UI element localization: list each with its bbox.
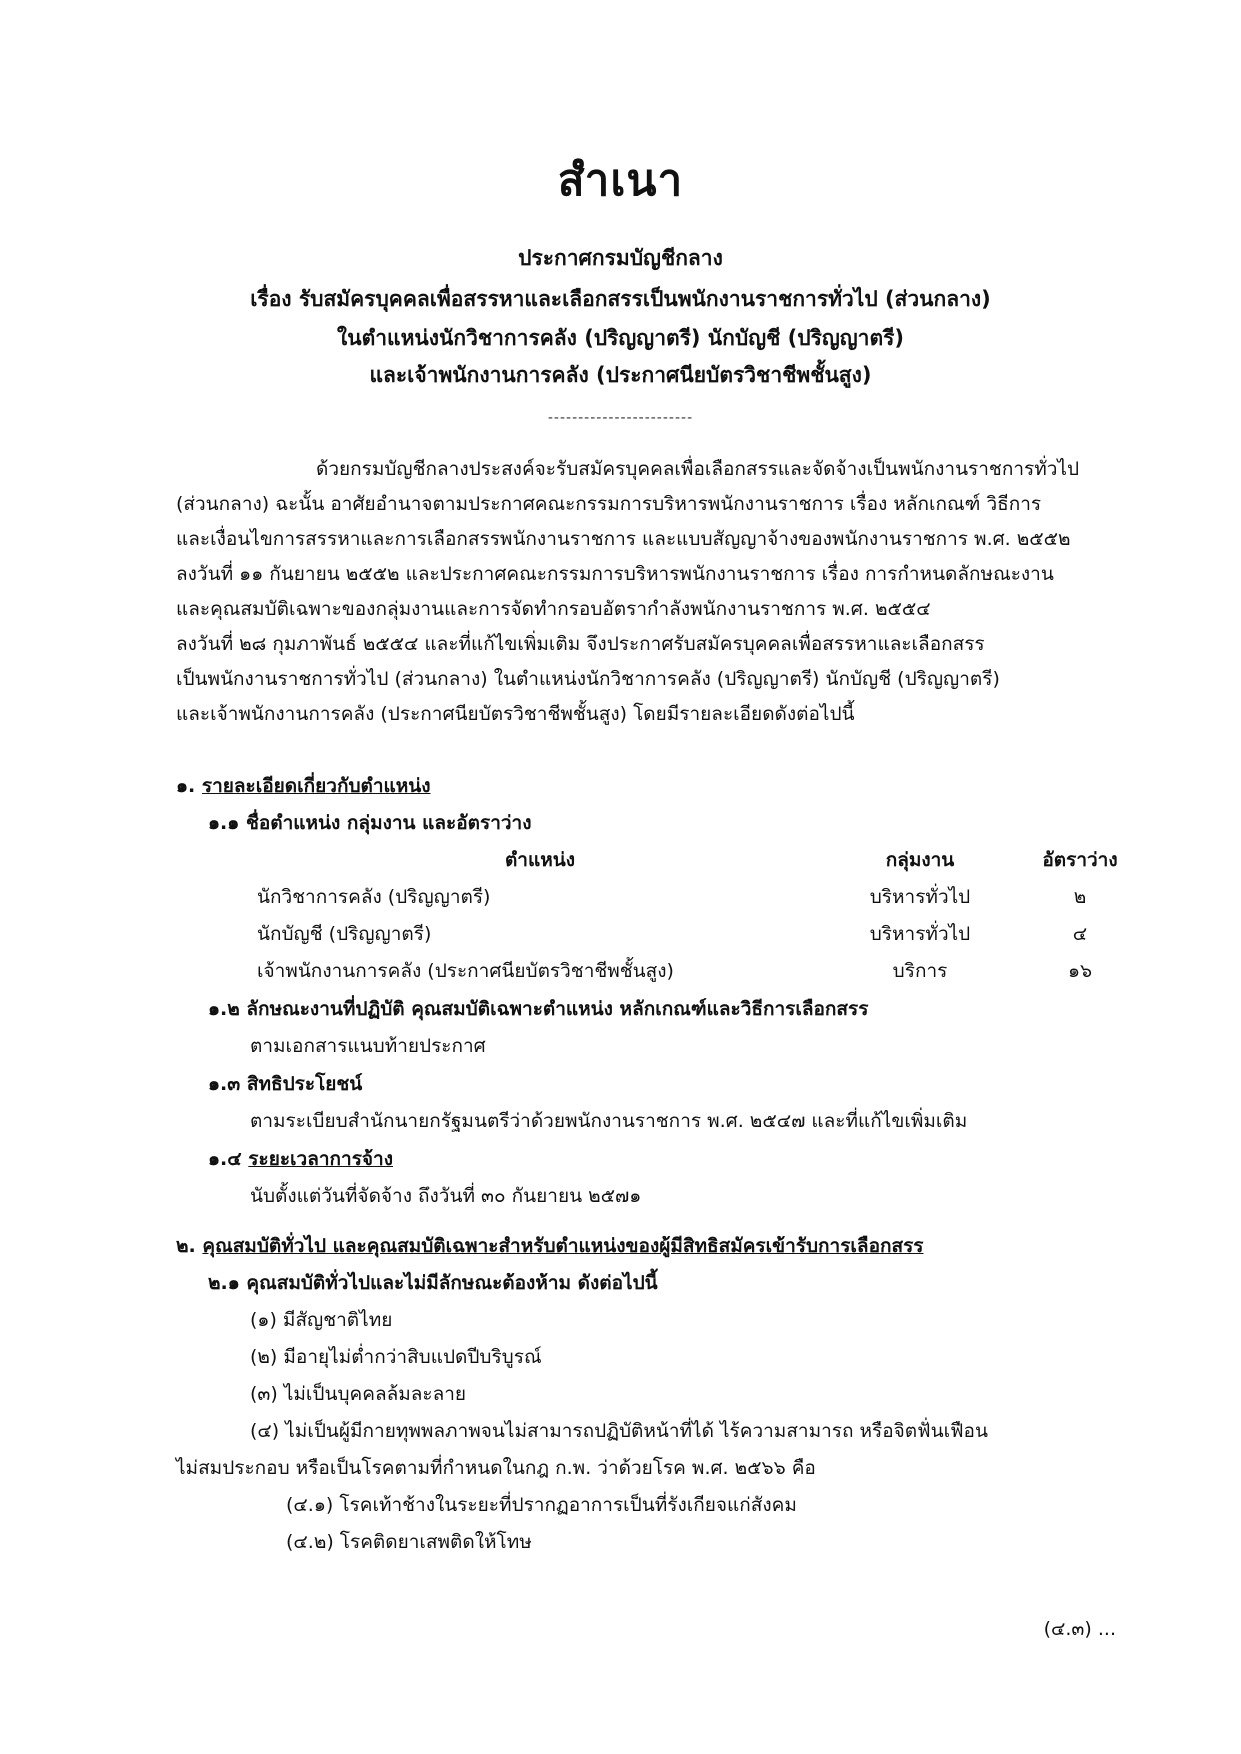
table-cell-position: นักวิชาการคลัง (ปริญญาตรี): [257, 886, 491, 908]
table-header-group: กลุ่มงาน: [885, 849, 955, 871]
table-cell-vacancies: ๑๖: [1067, 960, 1093, 982]
qualification-item: (๓) ไม่เป็นบุคคลล้มละลาย: [250, 1383, 467, 1405]
section2-title: คุณสมบัติทั่วไป และคุณสมบัติเฉพาะสำหรับตำแหน่งของผู้มีสิทธิสมัครเข้ารับการเลือกสรร: [202, 1235, 924, 1257]
qualification-item: (๑) มีสัญชาติไทย: [250, 1309, 393, 1331]
table-header-vacancies: อัตราว่าง: [1042, 849, 1118, 871]
section1-2-title: ๑.๒ ลักษณะงานที่ปฏิบัติ คุณสมบัติเฉพาะตำแหน่ง หลักเกณฑ์และวิธีการเลือกสรร: [208, 998, 869, 1020]
announcement-subject-line1: เรื่อง รับสมัครบุคคลเพื่อสรรหาและเลือกสรรเป็นพนักงานราชการทั่วไป (ส่วนกลาง): [250, 287, 991, 311]
section1-4-text: นับตั้งแต่วันที่จัดจ้าง ถึงวันที่ ๓๐ กันยายน ๒๕๗๑: [250, 1185, 642, 1207]
copy-stamp-title: สำเนา: [557, 155, 684, 206]
header-divider: ------------------------: [547, 410, 694, 426]
section2-heading: [176, 1231, 923, 1261]
section2-number: ๒.: [176, 1235, 196, 1257]
qualification-item: (๒) มีอายุไม่ต่ำกว่าสิบแปดปีบริบูรณ์: [250, 1346, 542, 1368]
table-cell-group: บริการ: [892, 960, 948, 982]
announcement-issuer: ประกาศกรมบัญชีกลาง: [518, 246, 723, 270]
intro-line: และคุณสมบัติเฉพาะของกลุ่มงานและการจัดทำกรอบอัตรากำลังพนักงานราชการ พ.ศ. ๒๕๕๔: [176, 598, 931, 620]
section1-3-title: ๑.๓ สิทธิประโยชน์: [208, 1073, 363, 1095]
intro-paragraph: [176, 452, 1116, 732]
section1-3-text: ตามระเบียบสำนักนายกรัฐมนตรีว่าด้วยพนักงานราชการ พ.ศ. ๒๕๔๗ และที่แก้ไขเพิ่มเติม: [250, 1110, 968, 1132]
intro-line: และเจ้าพนักงานการคลัง (ประกาศนียบัตรวิชาชีพชั้นสูง) โดยมีรายละเอียดดังต่อไปนี้: [176, 703, 855, 725]
table-cell-vacancies: ๔: [1072, 923, 1088, 945]
announcement-subject-line3: และเจ้าพนักงานการคลัง (ประกาศนียบัตรวิชาชีพชั้นสูง): [369, 363, 872, 387]
table-header-position: ตำแหน่ง: [504, 849, 576, 871]
announcement-subject-line2: ในตำแหน่งนักวิชาการคลัง (ปริญญาตรี) นักบัญชี (ปริญญาตรี): [337, 326, 904, 350]
section1-heading: [176, 771, 431, 801]
section1-2-text: ตามเอกสารแนบท้ายประกาศ: [250, 1035, 486, 1057]
qualification-item-4-line2: ไม่สมประกอบ หรือเป็นโรคตามที่กำหนดในกฎ ก.พ. ว่าด้วยโรค พ.ศ. ๒๕๖๖ คือ: [176, 1457, 816, 1479]
section1-4-heading: [208, 1144, 393, 1174]
section1-4-number: ๑.๔: [208, 1148, 242, 1170]
table-cell-vacancies: ๒: [1073, 886, 1087, 908]
section1-title: รายละเอียดเกี่ยวกับตำแหน่ง: [201, 775, 431, 797]
table-cell-group: บริหารทั่วไป: [869, 886, 971, 908]
section2-1-title: ๒.๑ คุณสมบัติทั่วไปและไม่มีลักษณะต้องห้าม ดังต่อไปนี้: [208, 1272, 658, 1294]
table-cell-group: บริหารทั่วไป: [869, 923, 971, 945]
table-cell-position: นักบัญชี (ปริญญาตรี): [257, 923, 432, 945]
qualification-subitem: (๔.๒) โรคติดยาเสพติดให้โทษ: [286, 1531, 532, 1553]
page-continuation-marker: (๔.๓) ...: [1043, 1618, 1116, 1640]
qualification-subitem: (๔.๑) โรคเท้าช้างในระยะที่ปรากฏอาการเป็นที่รังเกียจแก่สังคม: [286, 1494, 797, 1516]
section1-1-title: ๑.๑ ชื่อตำแหน่ง กลุ่มงาน และอัตราว่าง: [208, 812, 532, 834]
intro-line: ด้วยกรมบัญชีกลางประสงค์จะรับสมัครบุคคลเพื่อเลือกสรรและจัดจ้างเป็นพนักงานราชการทั่วไป: [316, 458, 1080, 480]
qualification-item-4-line1: (๔) ไม่เป็นผู้มีกายทุพพลภาพจนไม่สามารถปฏิบัติหน้าที่ได้ ไร้ความสามารถ หรือจิตฟั่นเฟือน: [250, 1420, 988, 1442]
intro-line: ลงวันที่ ๒๘ กุมภาพันธ์ ๒๕๕๔ และที่แก้ไขเพิ่มเติม จึงประกาศรับสมัครบุคคลเพื่อสรรหาและเลือกสรร: [176, 633, 985, 655]
intro-line: ลงวันที่ ๑๑ กันยายน ๒๕๕๒ และประกาศคณะกรรมการบริหารพนักงานราชการ เรื่อง การกำหนดลักษณะงาน: [176, 563, 1054, 585]
table-cell-position: เจ้าพนักงานการคลัง (ประกาศนียบัตรวิชาชีพชั้นสูง): [257, 960, 674, 982]
intro-line: (ส่วนกลาง) ฉะนั้น อาศัยอำนาจตามประกาศคณะกรรมการบริหารพนักงานราชการ เรื่อง หลักเกณฑ์ วิธีการ: [176, 493, 1042, 515]
intro-line: และเงื่อนไขการสรรหาและการเลือกสรรพนักงานราชการ และแบบสัญญาจ้างของพนักงานราชการ พ.ศ. ๒๕๕๒: [176, 528, 1071, 550]
section1-4-title: ระยะเวลาการจ้าง: [248, 1148, 393, 1170]
section1-number: ๑.: [176, 775, 196, 797]
intro-line: เป็นพนักงานราชการทั่วไป (ส่วนกลาง) ในตำแหน่งนักวิชาการคลัง (ปริญญาตรี) นักบัญชี (ปริญญาตรี): [176, 668, 1000, 690]
